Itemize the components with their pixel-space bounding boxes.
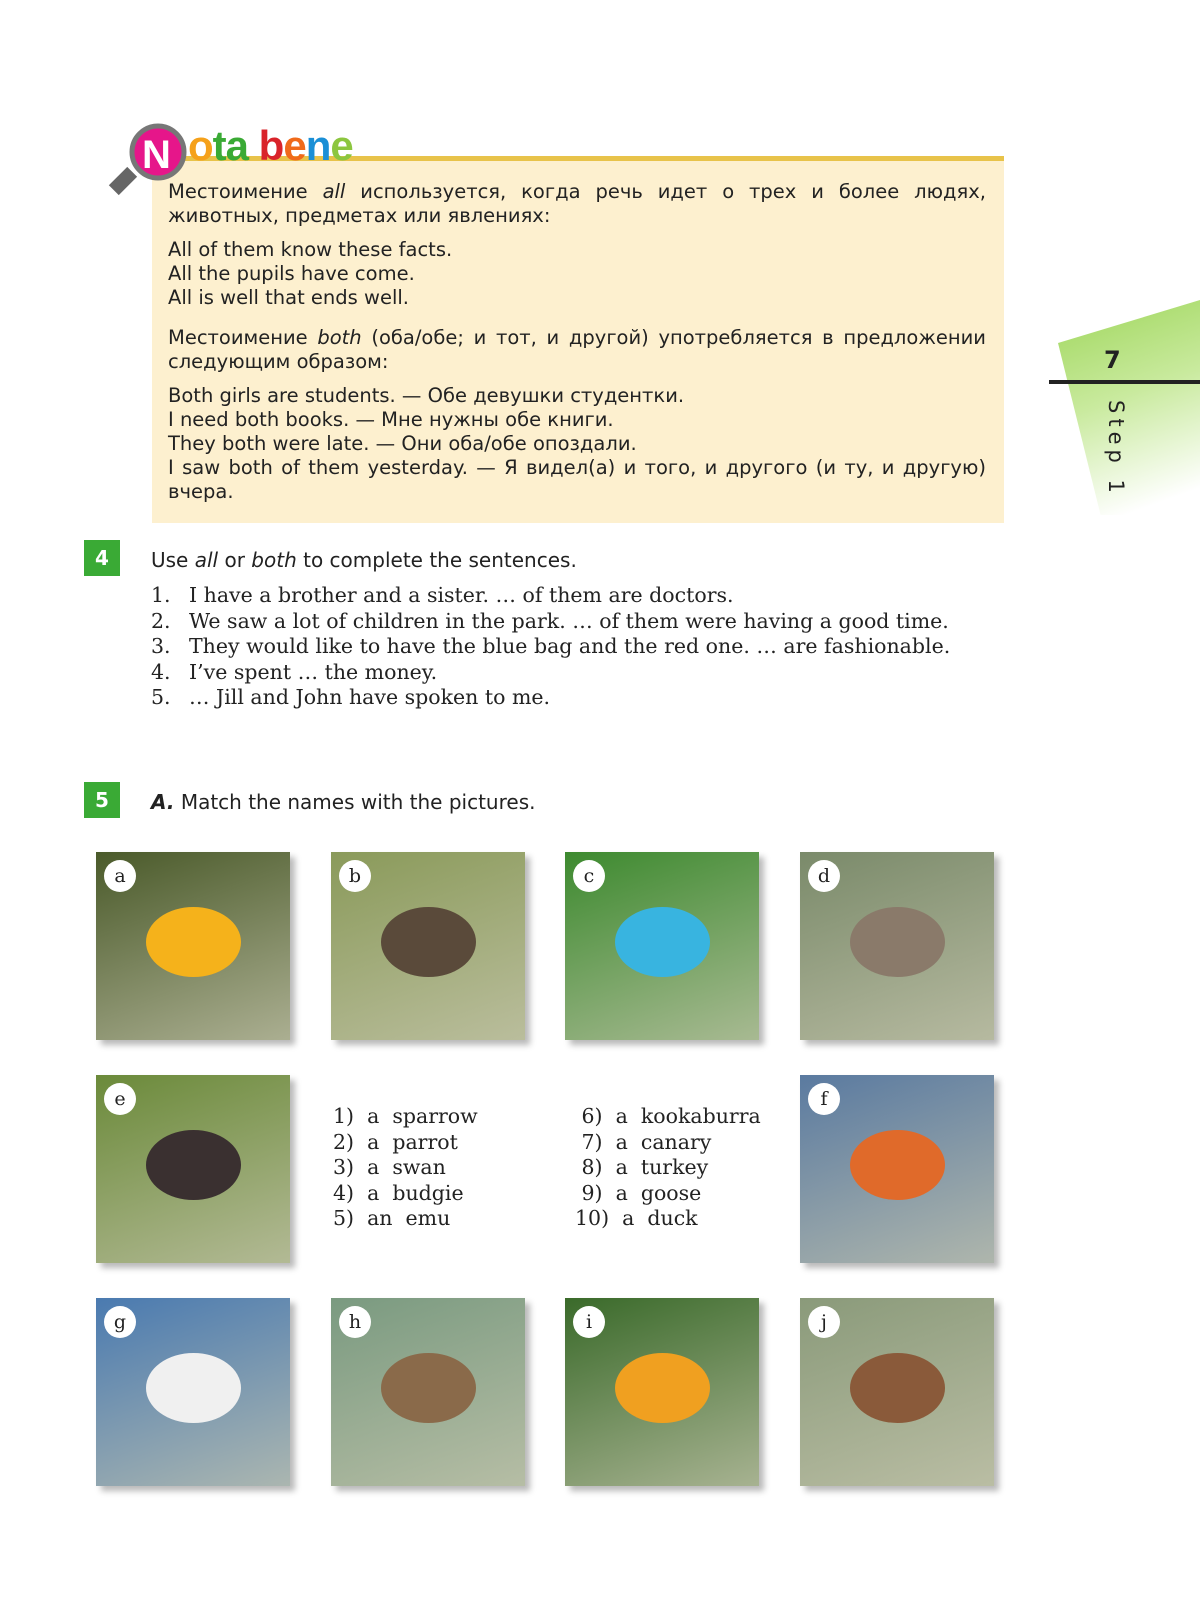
picture-letter: g	[104, 1306, 136, 1338]
picture-letter: j	[808, 1306, 840, 1338]
bird-picture	[96, 1298, 290, 1486]
bird-shape	[146, 907, 241, 977]
bird-picture	[331, 852, 525, 1040]
bird-shape	[381, 1353, 476, 1423]
item-text: They would like to have the blue bag and the red one. … are fashionable.	[189, 634, 951, 658]
picture-letter: d	[808, 860, 840, 892]
svg-text:N: N	[142, 133, 171, 177]
bird-picture	[800, 1075, 994, 1263]
step-label: Step 1	[1104, 400, 1128, 498]
item-number: 3.	[151, 634, 171, 658]
rule-both: Местоимение both (оба/обе; и тот, и другой) употребляется в предложении следующим образом:	[168, 326, 986, 373]
exercise-item	[151, 609, 1004, 635]
picture-letter: e	[104, 1083, 136, 1115]
exercise-item	[151, 660, 1004, 686]
bird-picture	[800, 852, 994, 1040]
bird-picture	[565, 852, 759, 1040]
item-number: 2.	[151, 608, 171, 633]
item-text: We saw a lot of children in the park. … of them were having a good time.	[189, 608, 949, 633]
name-item: 10) a duck	[575, 1206, 698, 1230]
bird-shape	[381, 907, 476, 977]
name-item: 7) a canary	[575, 1129, 712, 1154]
bird-picture	[331, 1298, 525, 1486]
name-item: 8) a turkey	[575, 1155, 709, 1179]
item-number: 5.	[151, 685, 171, 709]
bird-picture	[800, 1298, 994, 1486]
picture-letter: h	[339, 1306, 371, 1338]
bird-shape	[850, 907, 945, 977]
exercise-4-list	[151, 583, 1004, 711]
exercise-4-instruction: Use all or both to complete the sentences.	[151, 548, 577, 572]
exercise-5-badge: 5	[84, 782, 120, 818]
picture-letter: f	[808, 1083, 840, 1115]
tab-rule	[1049, 380, 1200, 384]
item-number: 4.	[151, 659, 171, 684]
name-item: 6) a kookaburra	[575, 1104, 761, 1128]
bird-shape	[146, 1353, 241, 1423]
item-number: 1.	[151, 583, 171, 607]
picture-letter: b	[339, 860, 371, 892]
name-item: 4) a budgie	[333, 1180, 464, 1205]
bird-shape	[146, 1130, 241, 1200]
bird-shape	[850, 1353, 945, 1423]
rule-all: Местоимение all используется, когда речь идет о трех и более людях, животных, предметах или явлениях:	[168, 180, 986, 227]
bird-shape	[615, 1353, 710, 1423]
examples-all: All of them know these facts. All the pupils have come. All is well that ends well.	[168, 238, 453, 309]
name-item: 2) a parrot	[333, 1129, 458, 1154]
name-item: 3) a swan	[333, 1155, 446, 1179]
bird-picture	[565, 1298, 759, 1486]
item-text: I’ve spent … the money.	[189, 659, 438, 684]
exercise-item	[151, 685, 1004, 711]
names-list-left	[333, 1104, 478, 1232]
picture-letter: i	[573, 1306, 605, 1338]
page-number: 7	[1104, 346, 1121, 374]
bird-picture	[96, 1075, 290, 1263]
examples-both: Both girls are students. — Обе девушки студентки. I need both books. — Мне нужны обе книги. They both were late. — Они оба/обе опоздали. I saw both of them yesterday. — Я видел(а) и того, и другого (и ту, и другую) вчера.	[168, 384, 986, 503]
picture-letter: a	[104, 860, 136, 892]
exercise-item	[151, 583, 1004, 609]
name-item: 9) a goose	[575, 1180, 702, 1205]
bird-shape	[615, 907, 710, 977]
exercise-item	[151, 634, 1004, 660]
name-item: 1) a sparrow	[333, 1104, 478, 1128]
logo-word: ota bene	[188, 122, 353, 169]
names-list-right	[575, 1104, 761, 1232]
step-tab	[1058, 300, 1200, 515]
item-text: … Jill and John have spoken to me.	[189, 685, 551, 709]
picture-letter: c	[573, 860, 605, 892]
exercise-4-badge: 4	[84, 540, 120, 576]
name-item: 5) an emu	[333, 1206, 451, 1230]
bird-picture	[96, 852, 290, 1040]
item-text: I have a brother and a sister. … of them are doctors.	[189, 583, 734, 607]
exercise-5-instruction: A. Match the names with the pictures.	[151, 790, 536, 814]
bird-shape	[850, 1130, 945, 1200]
